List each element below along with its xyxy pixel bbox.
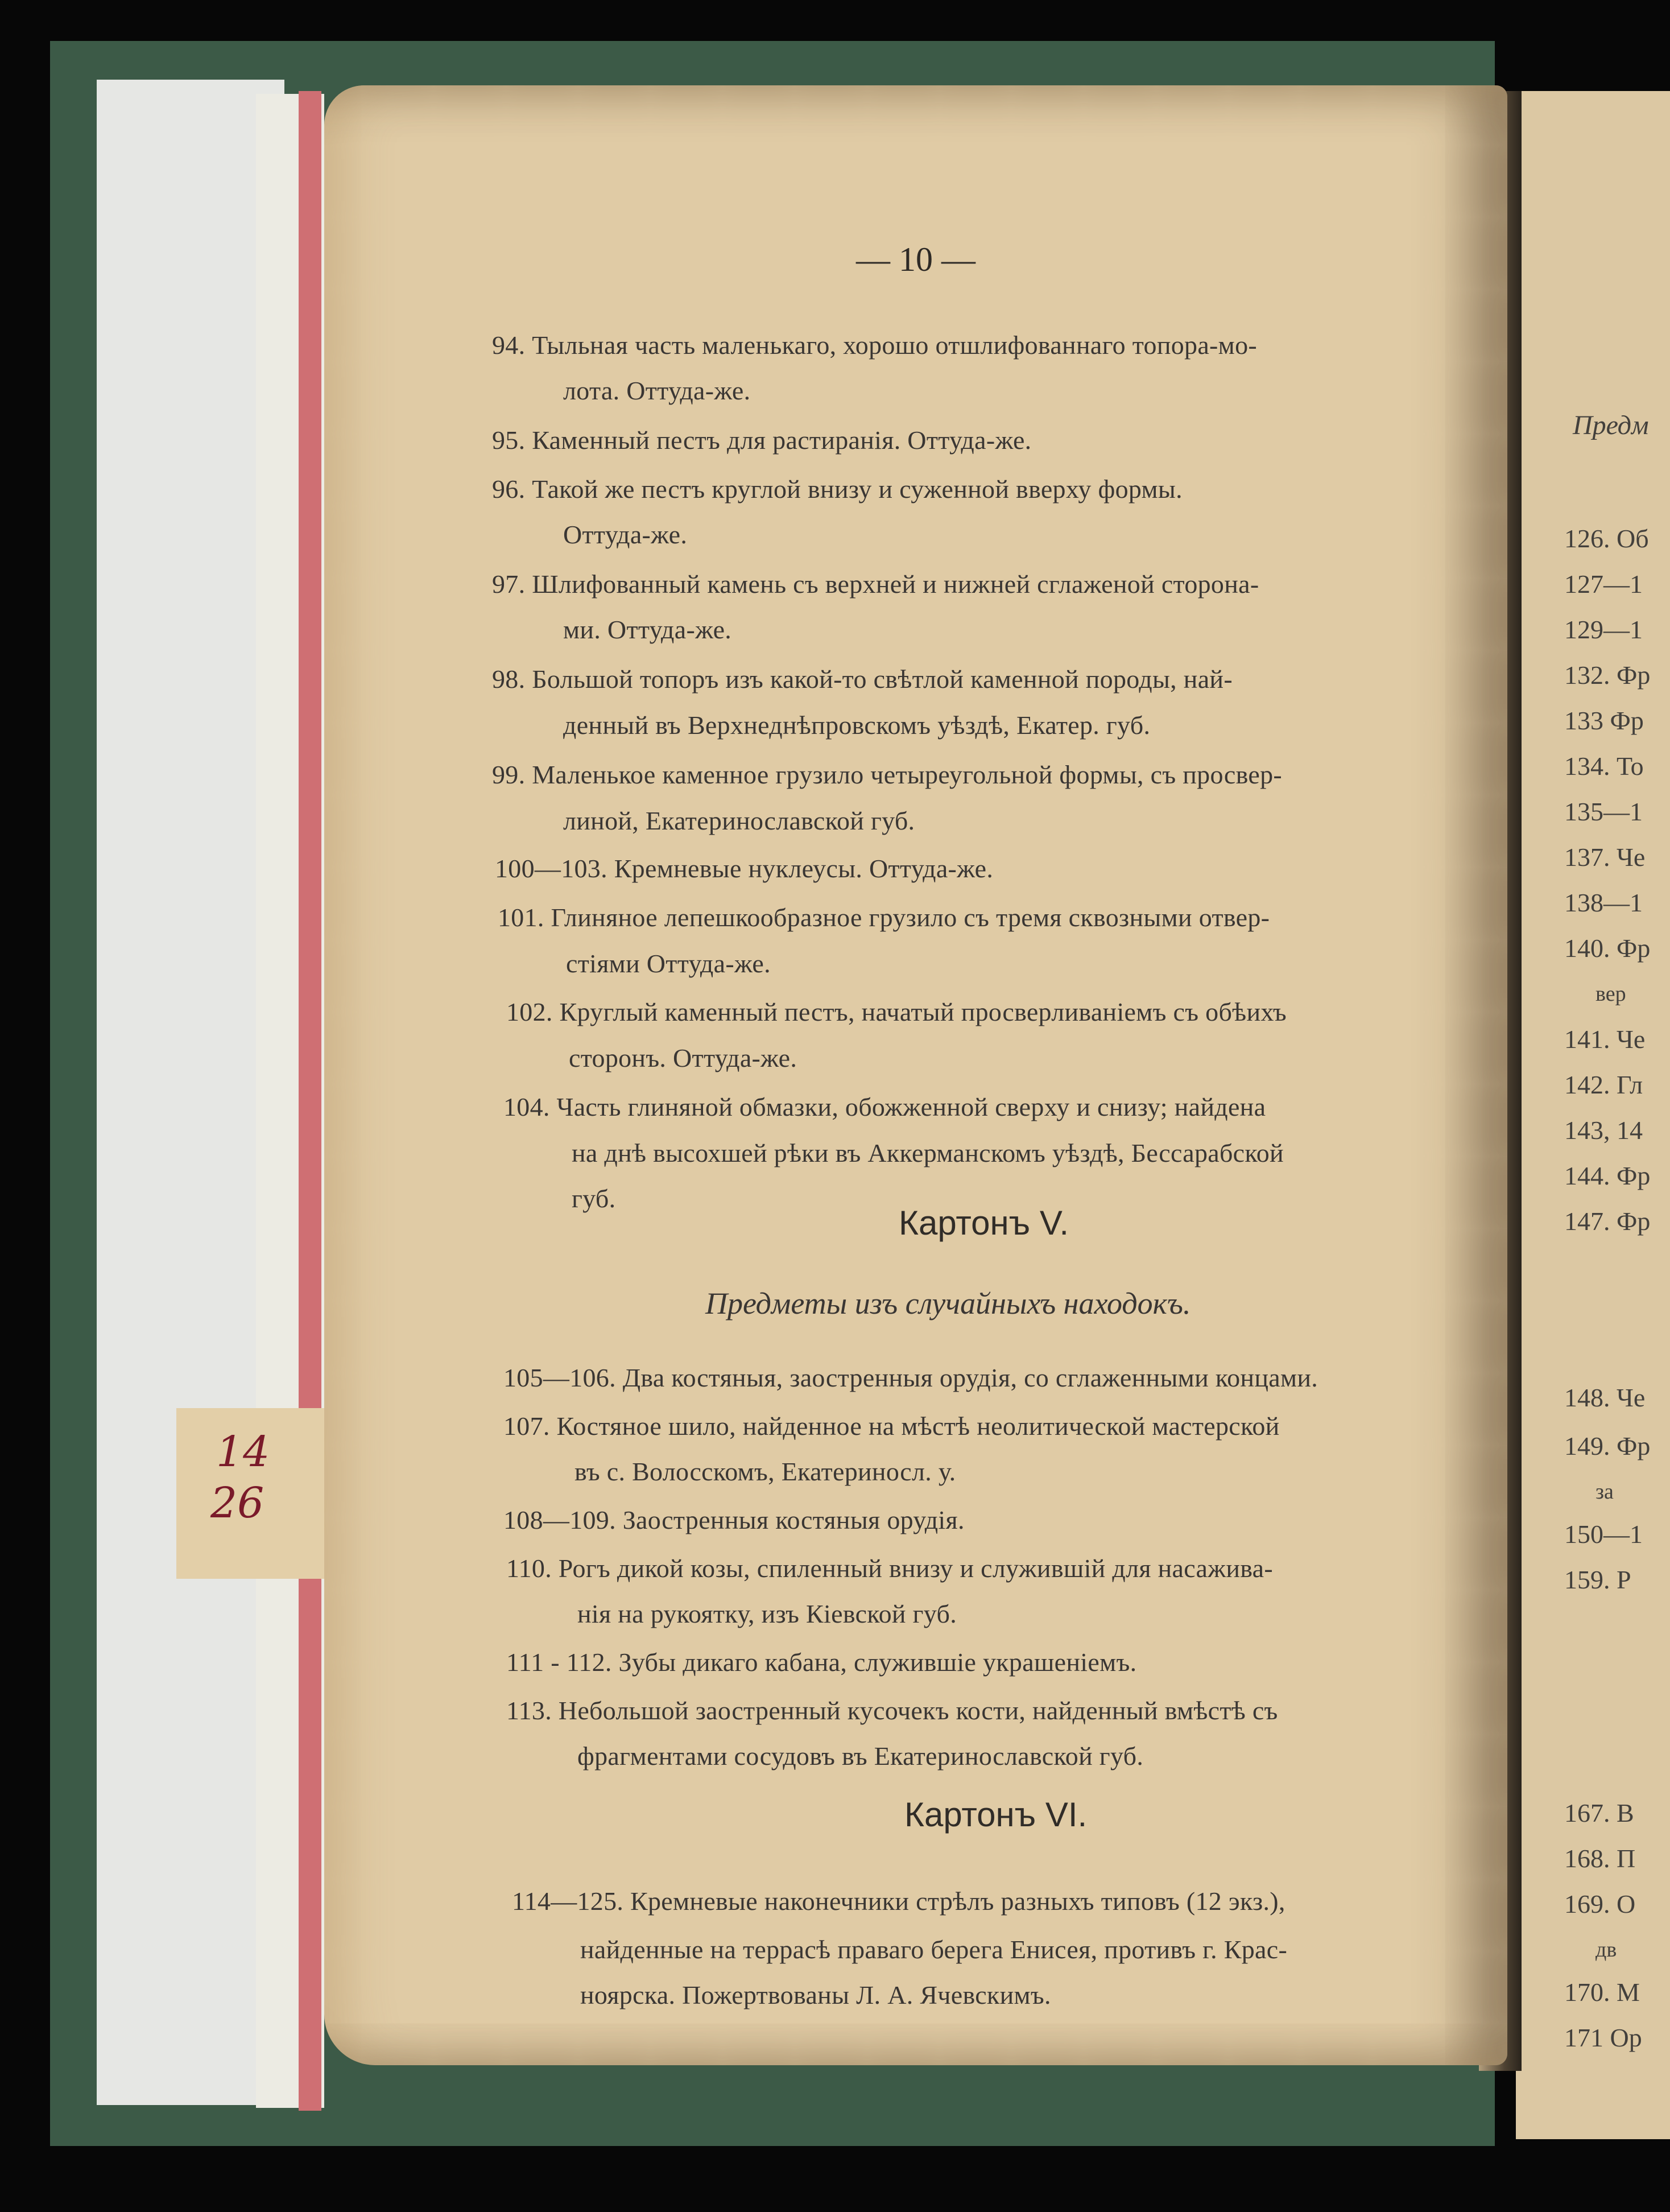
right-page-fragment: 138—1 xyxy=(1564,888,1643,917)
entry-line: сторонъ. Оттуда-же. xyxy=(569,1043,797,1072)
entry-line: ноярска. Пожертвованы Л. А. Ячевскимъ. xyxy=(580,1980,1051,2009)
page-number: — 10 — xyxy=(856,241,975,278)
right-page-fragment: 148. Че xyxy=(1564,1383,1646,1412)
section-heading-v: Картонъ V. xyxy=(899,1204,1069,1242)
right-page-fragment: 168. П xyxy=(1564,1844,1636,1873)
right-page-fragment: 159. Р xyxy=(1564,1565,1631,1594)
entry-line: нія на рукоятку, изъ Кіевской губ. xyxy=(577,1599,957,1628)
handwritten-number-2: 26 xyxy=(210,1479,264,1528)
right-page-fragment: 142. Гл xyxy=(1564,1070,1643,1099)
entry-line: 101. Глиняное лепешкообразное грузило съ тремя сквозными отвер- xyxy=(498,903,1270,932)
right-page xyxy=(1516,91,1670,2139)
right-page-fragment: 129—1 xyxy=(1564,615,1643,644)
right-page-fragment: 134. То xyxy=(1564,752,1644,781)
entry-line: лота. Оттуда-же. xyxy=(563,376,751,405)
left-page xyxy=(324,85,1507,2065)
entry-line: денный въ Верхнеднѣпровскомъ уѣздѣ, Екатер. губ. xyxy=(563,711,1151,740)
entry-line: ми. Оттуда-же. xyxy=(563,615,732,644)
right-page-fragment: 167. В xyxy=(1564,1798,1634,1827)
right-page-fragment: 143, 14 xyxy=(1564,1116,1643,1145)
right-page-fragment: 141. Че xyxy=(1564,1025,1646,1054)
entry-line: въ с. Волосскомъ, Екатериносл. у. xyxy=(574,1457,956,1486)
right-page-fragment: 144. Фр xyxy=(1564,1161,1651,1190)
red-edge-strip xyxy=(299,91,321,2111)
right-page-fragment: 126. Об xyxy=(1564,524,1649,553)
entry-line: 110. Рогъ дикой козы, спиленный внизу и служившій для насажива- xyxy=(506,1554,1273,1583)
entry-line: 113. Небольшой заостренный кусочекъ кости, найденный вмѣстѣ съ xyxy=(506,1696,1278,1725)
entry-line: на днѣ высохшей рѣки въ Аккерманскомъ уѣздѣ, Бессарабской xyxy=(572,1138,1284,1167)
handwritten-note-slip xyxy=(176,1408,324,1579)
right-page-fragment: 127—1 xyxy=(1564,569,1643,599)
right-page-fragment: 169. О xyxy=(1564,1889,1636,1918)
right-page-fragment: 133 Фр xyxy=(1564,706,1644,735)
entry-line: губ. xyxy=(572,1184,616,1213)
entry-line: найденные на террасѣ праваго берега Енисея, противъ г. Крас- xyxy=(580,1935,1288,1964)
entry-line: 114—125. Кремневые наконечники стрѣлъ разныхъ типовъ (12 экз.), xyxy=(512,1887,1285,1916)
entry-line: линой, Екатеринославской губ. xyxy=(563,806,915,835)
entry-line: 102. Круглый каменный пестъ, начатый просверливаніемъ съ обѣихъ xyxy=(506,997,1287,1026)
right-page-fragment: 171 Ор xyxy=(1564,2023,1642,2052)
entry-line: 97. Шлифованный камень съ верхней и нижней сглаженой сторона- xyxy=(492,569,1259,599)
entry-line: 108—109. Заостренныя костяныя орудія. xyxy=(503,1505,965,1534)
entry-line: 96. Такой же пестъ круглой внизу и суженной вверху формы. xyxy=(492,474,1183,504)
entry-line: фрагментами сосудовъ въ Екатеринославской губ. xyxy=(577,1741,1144,1771)
right-page-fragment: дв xyxy=(1595,1938,1617,1962)
right-page-fragment: 147. Фр xyxy=(1564,1207,1651,1236)
entry-line: 98. Большой топоръ изъ какой-то свѣтлой каменной породы, най- xyxy=(492,665,1233,694)
right-page-fragment: за xyxy=(1595,1480,1614,1504)
entry-line: стіями Оттуда-же. xyxy=(566,949,771,978)
right-page-fragment: 170. М xyxy=(1564,1978,1640,2007)
entry-line: 94. Тыльная часть маленькаго, хорошо отшлифованнаго топора-мо- xyxy=(492,331,1258,360)
section-heading-vi: Картонъ VI. xyxy=(904,1796,1088,1834)
entry-line: 104. Часть глиняной обмазки, обожженной сверху и снизу; найдена xyxy=(503,1092,1266,1121)
entry-line: Оттуда-же. xyxy=(563,520,688,549)
handwritten-number-1: 14 xyxy=(216,1427,270,1476)
entry-line: 95. Каменный пестъ для растиранія. Оттуда-же. xyxy=(492,426,1032,455)
right-page-fragment: 140. Фр xyxy=(1564,934,1651,963)
right-page-fragment: 137. Че xyxy=(1564,843,1646,872)
section-subheading-v: Предметы изъ случайныхъ находокъ. xyxy=(705,1286,1191,1320)
right-page-fragment: 132. Фр xyxy=(1564,661,1651,690)
entry-line: 100—103. Кремневые нуклеусы. Оттуда-же. xyxy=(495,854,994,883)
right-page-fragment: Предм xyxy=(1573,410,1649,440)
entry-line: 107. Костяное шило, найденное на мѣстѣ неолитической мастерской xyxy=(503,1412,1280,1441)
entry-line: 105—106. Два костяныя, заостренныя орудія, со сглаженными концами. xyxy=(503,1363,1318,1392)
entry-line: 99. Маленькое каменное грузило четыреугольной формы, съ просвер- xyxy=(492,760,1283,789)
right-page-fragment: 149. Фр xyxy=(1564,1431,1651,1460)
right-page-fragment: 150—1 xyxy=(1564,1520,1643,1549)
right-page-fragment: вер xyxy=(1595,982,1626,1006)
right-page-fragment: 135—1 xyxy=(1564,797,1643,826)
entry-line: 111 - 112. Зубы дикаго кабана, служившіе украшеніемъ. xyxy=(506,1648,1137,1677)
